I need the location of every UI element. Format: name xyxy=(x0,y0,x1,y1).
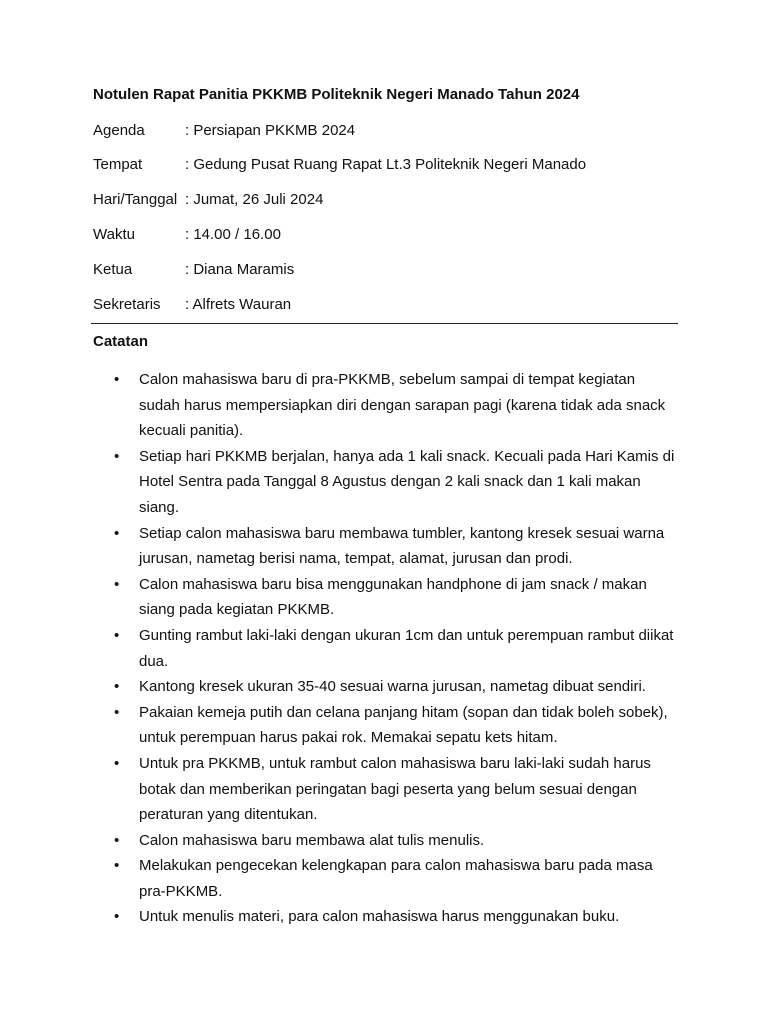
meta-key: Agenda xyxy=(93,122,145,139)
bullet-icon: • xyxy=(114,857,120,875)
bullet-icon: • xyxy=(114,831,120,849)
note-text: Untuk menulis materi, para calon mahasiswa harus menggunakan buku. xyxy=(139,908,620,926)
meta-row-agenda xyxy=(93,121,355,141)
meta-key: Waktu xyxy=(93,226,135,243)
list-item xyxy=(0,623,679,674)
section-heading-catatan: Catatan xyxy=(93,333,149,350)
bullet-icon: • xyxy=(114,678,120,696)
note-text: Gunting rambut laki-laki dengan ukuran 1cm dan untuk perempuan rambut diikat dua. xyxy=(139,626,674,670)
note-text: Setiap calon mahasiswa baru membawa tumbler, kantong kresek sesuai warna jurusan, nametag berisi nama, tempat, alamat, jurusan dan prodi. xyxy=(139,524,665,568)
meta-value: : Jumat, 26 Juli 2024 xyxy=(185,191,324,208)
meta-key: Ketua xyxy=(93,261,133,278)
horizontal-divider xyxy=(91,323,678,324)
note-text: Untuk pra PKKMB, untuk rambut calon mahasiswa baru laki-laki sudah harus botak dan memberikan peringatan bagi peserta yang belum sesuai dengan peraturan yang ditentukan. xyxy=(139,754,651,824)
note-text: Calon mahasiswa baru bisa menggunakan handphone di jam snack / makan siang pada kegiatan PKKMB. xyxy=(139,575,647,619)
list-item xyxy=(0,444,679,521)
list-item xyxy=(0,853,679,904)
list-item xyxy=(0,367,679,444)
note-text: Melakukan pengecekan kelengkapan para calon mahasiswa baru pada masa pra-PKKMB. xyxy=(139,857,653,900)
list-item xyxy=(0,828,679,854)
note-text: Pakaian kemeja putih dan celana panjang hitam (sopan dan tidak boleh sobek), untuk perempuan harus pakai rok. Memakai sepatu kets hitam. xyxy=(139,703,668,747)
meta-row-waktu xyxy=(93,225,281,245)
bullet-icon: • xyxy=(114,703,120,721)
meta-row-sekretaris xyxy=(93,295,291,315)
meta-value: : Diana Maramis xyxy=(185,261,295,278)
list-item xyxy=(0,751,679,828)
meta-value: : Alfrets Wauran xyxy=(185,296,292,313)
note-text: Kantong kresek ukuran 35-40 sesuai warna jurusan, nametag dibuat sendiri. xyxy=(139,678,646,696)
list-item xyxy=(0,521,679,572)
meta-value: : 14.00 / 16.00 xyxy=(185,226,281,243)
meta-row-hari-tanggal xyxy=(93,190,323,210)
meta-row-tempat xyxy=(93,155,586,175)
note-text: Calon mahasiswa baru membawa alat tulis menulis. xyxy=(139,831,485,849)
meta-row-ketua xyxy=(93,260,294,280)
bullet-icon: • xyxy=(114,908,120,926)
notes-list xyxy=(0,367,679,930)
meta-key: Sekretaris xyxy=(93,296,161,313)
bullet-icon: • xyxy=(114,447,120,465)
meta-key: Tempat xyxy=(93,156,143,173)
bullet-icon: • xyxy=(114,575,120,593)
note-text: Setiap hari PKKMB berjalan, hanya ada 1 kali snack. Kecuali pada Hari Kamis di Hotel Sentra pada Tanggal 8 Agustus dengan 2 kali snack dan 1 kali makan siang. xyxy=(139,447,675,516)
meta-value: : Gedung Pusat Ruang Rapat Lt.3 Politeknik Negeri Manado xyxy=(185,156,587,173)
list-item xyxy=(0,700,679,751)
note-text: Calon mahasiswa baru di pra-PKKMB, sebelum sampai di tempat kegiatan sudah harus mempersiapkan diri dengan sarapan pagi (karena tidak ada snack kecuali panitia). xyxy=(139,371,666,440)
meta-value: : Persiapan PKKMB 2024 xyxy=(185,122,356,139)
meta-key: Hari/Tanggal xyxy=(93,191,178,208)
list-item xyxy=(0,904,679,930)
bullet-icon: • xyxy=(114,754,120,772)
document-title: Notulen Rapat Panitia PKKMB Politeknik Negeri Manado Tahun 2024 xyxy=(93,86,580,103)
bullet-icon: • xyxy=(114,626,120,644)
bullet-icon: • xyxy=(114,524,120,542)
list-item xyxy=(0,674,679,700)
list-item xyxy=(0,572,679,623)
bullet-icon: • xyxy=(114,371,120,388)
